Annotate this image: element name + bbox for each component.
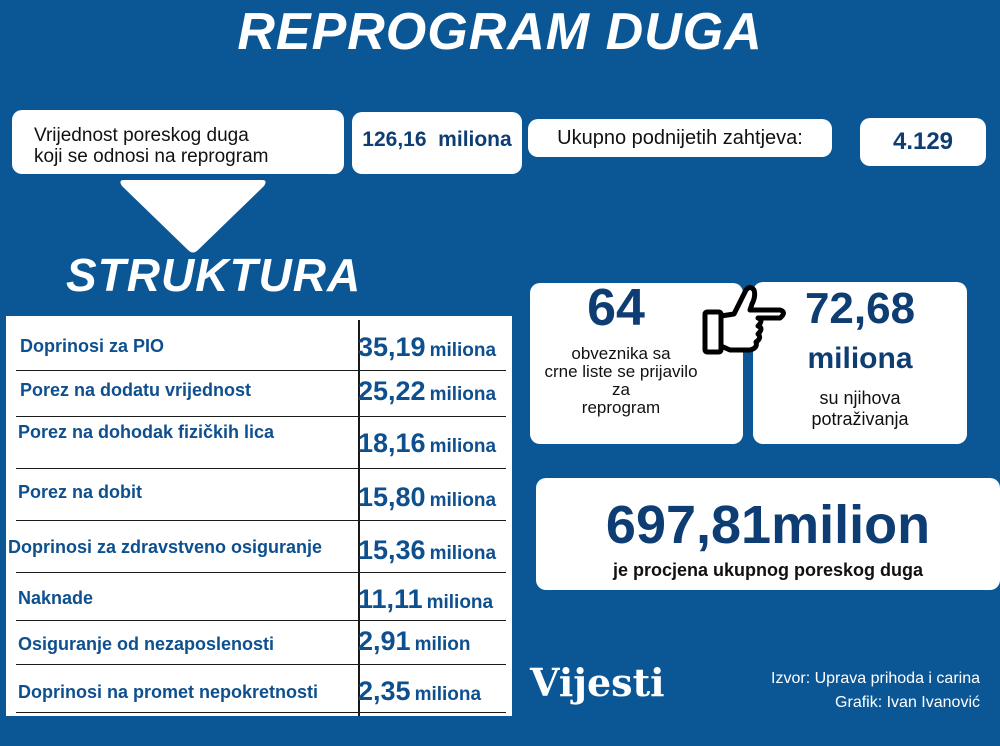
- table-row-divider: [16, 712, 506, 713]
- claims-unit: miliona: [807, 342, 913, 375]
- structure-value-unit: miliona: [414, 684, 482, 705]
- table-row-divider: [16, 664, 506, 665]
- table-row-divider: [16, 620, 506, 621]
- structure-row-value: [358, 626, 471, 657]
- author-line: Grafik: Ivan Ivanović: [835, 694, 980, 711]
- table-row-divider: [16, 468, 506, 469]
- structure-row-label: Doprinosi za PIO: [20, 336, 165, 356]
- total-number: 697,81milion: [605, 495, 931, 555]
- pointing-hand-icon: [700, 282, 790, 358]
- requests-count: 4.129: [892, 128, 954, 155]
- debt-text-line2: koji se odnosi na reprogram: [34, 146, 269, 167]
- structure-value-unit: miliona: [429, 436, 497, 457]
- structure-row-value: [358, 535, 496, 566]
- source-line: Izvor: Uprava prihoda i carina: [771, 670, 980, 687]
- structure-row-label: Naknade: [18, 588, 94, 608]
- debt-amount: 126,16 miliona: [362, 128, 512, 151]
- page-title: REPROGRAM DUGA: [237, 3, 763, 61]
- structure-row-value: [358, 482, 496, 513]
- debt-text-line1: Vrijednost poreskog duga: [34, 125, 249, 146]
- structure-value-unit: miliona: [429, 340, 497, 361]
- structure-row-value: [358, 676, 481, 707]
- structure-value-number: 15,36: [358, 535, 426, 565]
- blacklist-number: 64: [587, 279, 645, 337]
- blacklist-line4: reprogram: [581, 398, 661, 417]
- structure-row-label: Osiguranje od nezaposlenosti: [18, 634, 275, 654]
- table-row-divider: [16, 520, 506, 521]
- total-text: je procjena ukupnog poreskog duga: [612, 560, 924, 580]
- source-credits: [771, 667, 980, 715]
- structure-value-unit: miliona: [429, 490, 497, 511]
- structure-value-number: 2,35: [358, 676, 411, 706]
- structure-value-number: 11,11: [358, 584, 423, 614]
- structure-row-label: Porez na dodatu vrijednost: [20, 380, 252, 400]
- structure-row-value: [358, 376, 496, 407]
- blacklist-line3: za: [612, 380, 630, 399]
- blacklist-line1: obveznika sa: [571, 344, 671, 363]
- structure-row-value: [358, 332, 496, 363]
- table-row-divider: [16, 370, 506, 371]
- vijesti-logo: Vijesti: [530, 660, 665, 705]
- claims-text: [770, 388, 950, 430]
- structure-value-unit: milion: [414, 634, 471, 655]
- structure-value-number: 2,91: [358, 626, 411, 656]
- structure-value-number: 35,19: [358, 332, 426, 362]
- structure-value-unit: miliona: [426, 592, 494, 613]
- structure-row-label: Porez na dohodak fizičkih lica: [18, 422, 275, 442]
- claims-line1: su njihova: [819, 388, 901, 408]
- structure-value-number: 25,22: [358, 376, 426, 406]
- table-row-divider: [16, 572, 506, 573]
- claims-number: 72,68: [804, 284, 916, 333]
- structure-title: STRUKTURA: [66, 249, 362, 301]
- structure-value-number: 18,16: [358, 428, 426, 458]
- structure-row-label: Porez na dobit: [18, 482, 143, 502]
- claims-line2: potraživanja: [811, 409, 909, 429]
- structure-row-value: [358, 428, 496, 459]
- requests-label: Ukupno podnijetih zahtjeva:: [557, 127, 803, 149]
- structure-row-value: [358, 584, 493, 615]
- structure-row-label: Doprinosi na promet nepokretnosti: [18, 682, 319, 702]
- structure-value-number: 15,80: [358, 482, 426, 512]
- debt-card-text: [34, 125, 334, 167]
- structure-row-label: Doprinosi za zdravstveno osiguranje: [8, 537, 323, 557]
- blacklist-line2: crne liste se prijavilo: [544, 362, 698, 381]
- blacklist-text: [536, 345, 706, 417]
- structure-value-unit: miliona: [429, 384, 497, 405]
- structure-value-unit: miliona: [429, 543, 497, 564]
- down-triangle-icon: [118, 178, 268, 256]
- table-row-divider: [16, 416, 506, 417]
